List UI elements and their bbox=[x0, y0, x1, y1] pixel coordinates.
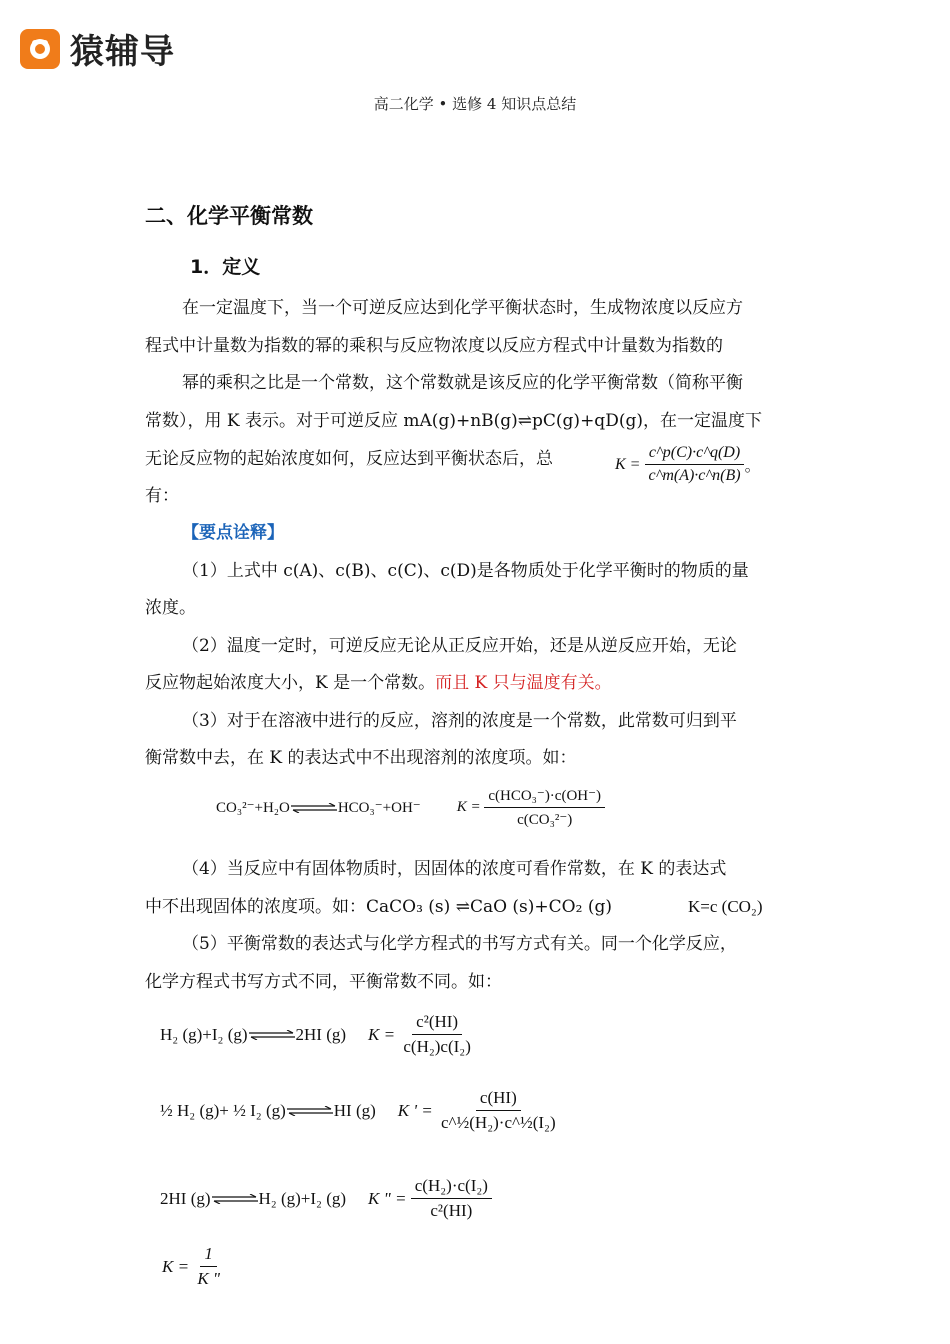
carbonate-fraction bbox=[484, 786, 605, 829]
hi1-K: K = bbox=[368, 1024, 396, 1044]
note-2-text: 反应物起始浓度大小，K 是一个常数。 bbox=[145, 673, 436, 693]
hi2-reactants: ½ H₂ (g)+ ½ I₂ (g) bbox=[160, 1100, 286, 1120]
note-4-line-2: 中不出现固体的浓度项。如：CaCO₃ (s) ⇌CaO (s)+CO₂ (g) bbox=[145, 897, 612, 917]
hi2-products: HI (g) bbox=[333, 1100, 376, 1120]
definition-line-1: 在一定温度下，当一个可逆反应达到化学平衡状态时，生成物浓度以反应方 bbox=[182, 298, 743, 318]
hi1-fraction bbox=[399, 1012, 475, 1057]
rel-denominator: K " bbox=[197, 1269, 221, 1288]
rel-numerator: 1 bbox=[200, 1244, 217, 1267]
hi3-K: K " = bbox=[368, 1188, 407, 1208]
carbonate-numerator: c(HCO₃⁻)·c(OH⁻) bbox=[484, 786, 605, 808]
rel-K: K = bbox=[162, 1256, 190, 1276]
note-3-line-2: 衡常数中去，在 K 的表达式中不出现溶剂的浓度项。如： bbox=[145, 748, 577, 768]
hi-equation-2 bbox=[160, 1088, 560, 1133]
key-points-label: 【要点诠释】 bbox=[182, 523, 284, 543]
formula-end: 。 bbox=[744, 458, 761, 475]
hi3-numerator: c(H₂)·c(I₂) bbox=[411, 1176, 492, 1199]
definition-line-5: 无论反应物的起始浓度如何，反应达到平衡状态后，总 bbox=[145, 449, 553, 469]
hi-equation-1 bbox=[160, 1012, 475, 1057]
hi2-fraction bbox=[437, 1088, 560, 1133]
formula-lhs: K = bbox=[615, 455, 641, 473]
definition-line-2: 程式中计量数为指数的幂的乘积与反应物浓度以反应方程式中计量数为指数的 bbox=[145, 336, 723, 356]
note-2-line-2 bbox=[145, 671, 612, 695]
equilibrium-constant-formula bbox=[615, 444, 761, 485]
note-4-line-1: （4）当反应中有固体物质时，因固体的浓度可看作常数，在 K 的表达式 bbox=[182, 859, 727, 879]
formula-fraction bbox=[644, 444, 744, 485]
subsection-heading: 1．定义 bbox=[190, 256, 261, 278]
definition-line-6: 有： bbox=[145, 486, 179, 506]
hi2-numerator: c(HI) bbox=[476, 1088, 521, 1111]
hi3-products: H₂ (g)+I₂ (g) bbox=[258, 1188, 347, 1208]
section-heading: 二、化学平衡常数 bbox=[145, 204, 313, 228]
note-1-line-2: 浓度。 bbox=[145, 598, 196, 618]
hi3-fraction bbox=[411, 1176, 492, 1221]
brand-logo bbox=[20, 24, 175, 73]
hi2-denominator: c^½(H₂)·c^½(I₂) bbox=[441, 1113, 556, 1132]
definition-line-3: 幂的乘积之比是一个常数，这个常数就是该反应的化学平衡常数（简称平衡 bbox=[182, 373, 743, 393]
carbonate-K: K = bbox=[456, 799, 481, 815]
k-relation bbox=[162, 1244, 224, 1289]
rel-fraction bbox=[193, 1244, 224, 1289]
hi1-reactants: H₂ (g)+I₂ (g) bbox=[160, 1024, 248, 1044]
carbonate-products: HCO₃⁻+OH⁻ bbox=[337, 800, 421, 816]
hi1-numerator: c²(HI) bbox=[412, 1012, 462, 1035]
hi3-reactants: 2HI (g) bbox=[160, 1188, 211, 1208]
note-2-line-1: （2）温度一定时，可逆反应无论从正反应开始，还是从逆反应开始，无论 bbox=[182, 636, 737, 656]
brand-mark-icon bbox=[20, 29, 60, 69]
hi3-denominator: c²(HI) bbox=[430, 1201, 473, 1220]
brand-name: 猿辅导 bbox=[70, 32, 175, 72]
note-5-line-2: 化学方程式书写方式不同，平衡常数不同。如： bbox=[145, 972, 502, 992]
note-4-formula: K=c (CO₂) bbox=[688, 897, 763, 916]
carbonate-reactants: CO₃²⁻+H₂O bbox=[216, 800, 290, 816]
carbonate-equation bbox=[216, 786, 605, 829]
definition-line-4: 常数），用 K 表示。对于可逆反应 mA(g)+nB(g)⇌pC(g)+qD(g)，在一定温度下 bbox=[145, 411, 762, 431]
equilibrium-arrow-icon bbox=[287, 1106, 333, 1116]
page-header: 高二化学 • 选修 4 知识点总结 bbox=[373, 95, 577, 113]
hi1-denominator: c(H₂)c(I₂) bbox=[403, 1037, 471, 1056]
formula-denominator: c^m(A)·c^n(B) bbox=[648, 467, 741, 484]
formula-numerator: c^p(C)·c^q(D) bbox=[645, 444, 744, 465]
carbonate-denominator: c(CO₃²⁻) bbox=[517, 812, 573, 828]
note-5-line-1: （5）平衡常数的表达式与化学方程式的书写方式有关。同一个化学反应， bbox=[182, 934, 737, 954]
hi-equation-3 bbox=[160, 1176, 492, 1221]
note-2-highlight: 而且 K 只与温度有关。 bbox=[435, 673, 612, 693]
equilibrium-arrow-icon bbox=[249, 1030, 295, 1040]
equilibrium-arrow-icon bbox=[291, 803, 337, 813]
hi1-products: 2HI (g) bbox=[295, 1024, 347, 1044]
note-1-line-1: （1）上式中 c(A)、c(B)、c(C)、c(D)是各物质处于化学平衡时的物质的量 bbox=[182, 561, 749, 581]
equilibrium-arrow-icon bbox=[212, 1194, 258, 1204]
note-3-line-1: （3）对于在溶液中进行的反应，溶剂的浓度是一个常数，此常数可归到平 bbox=[182, 711, 737, 731]
hi2-K: K ' = bbox=[397, 1100, 433, 1120]
